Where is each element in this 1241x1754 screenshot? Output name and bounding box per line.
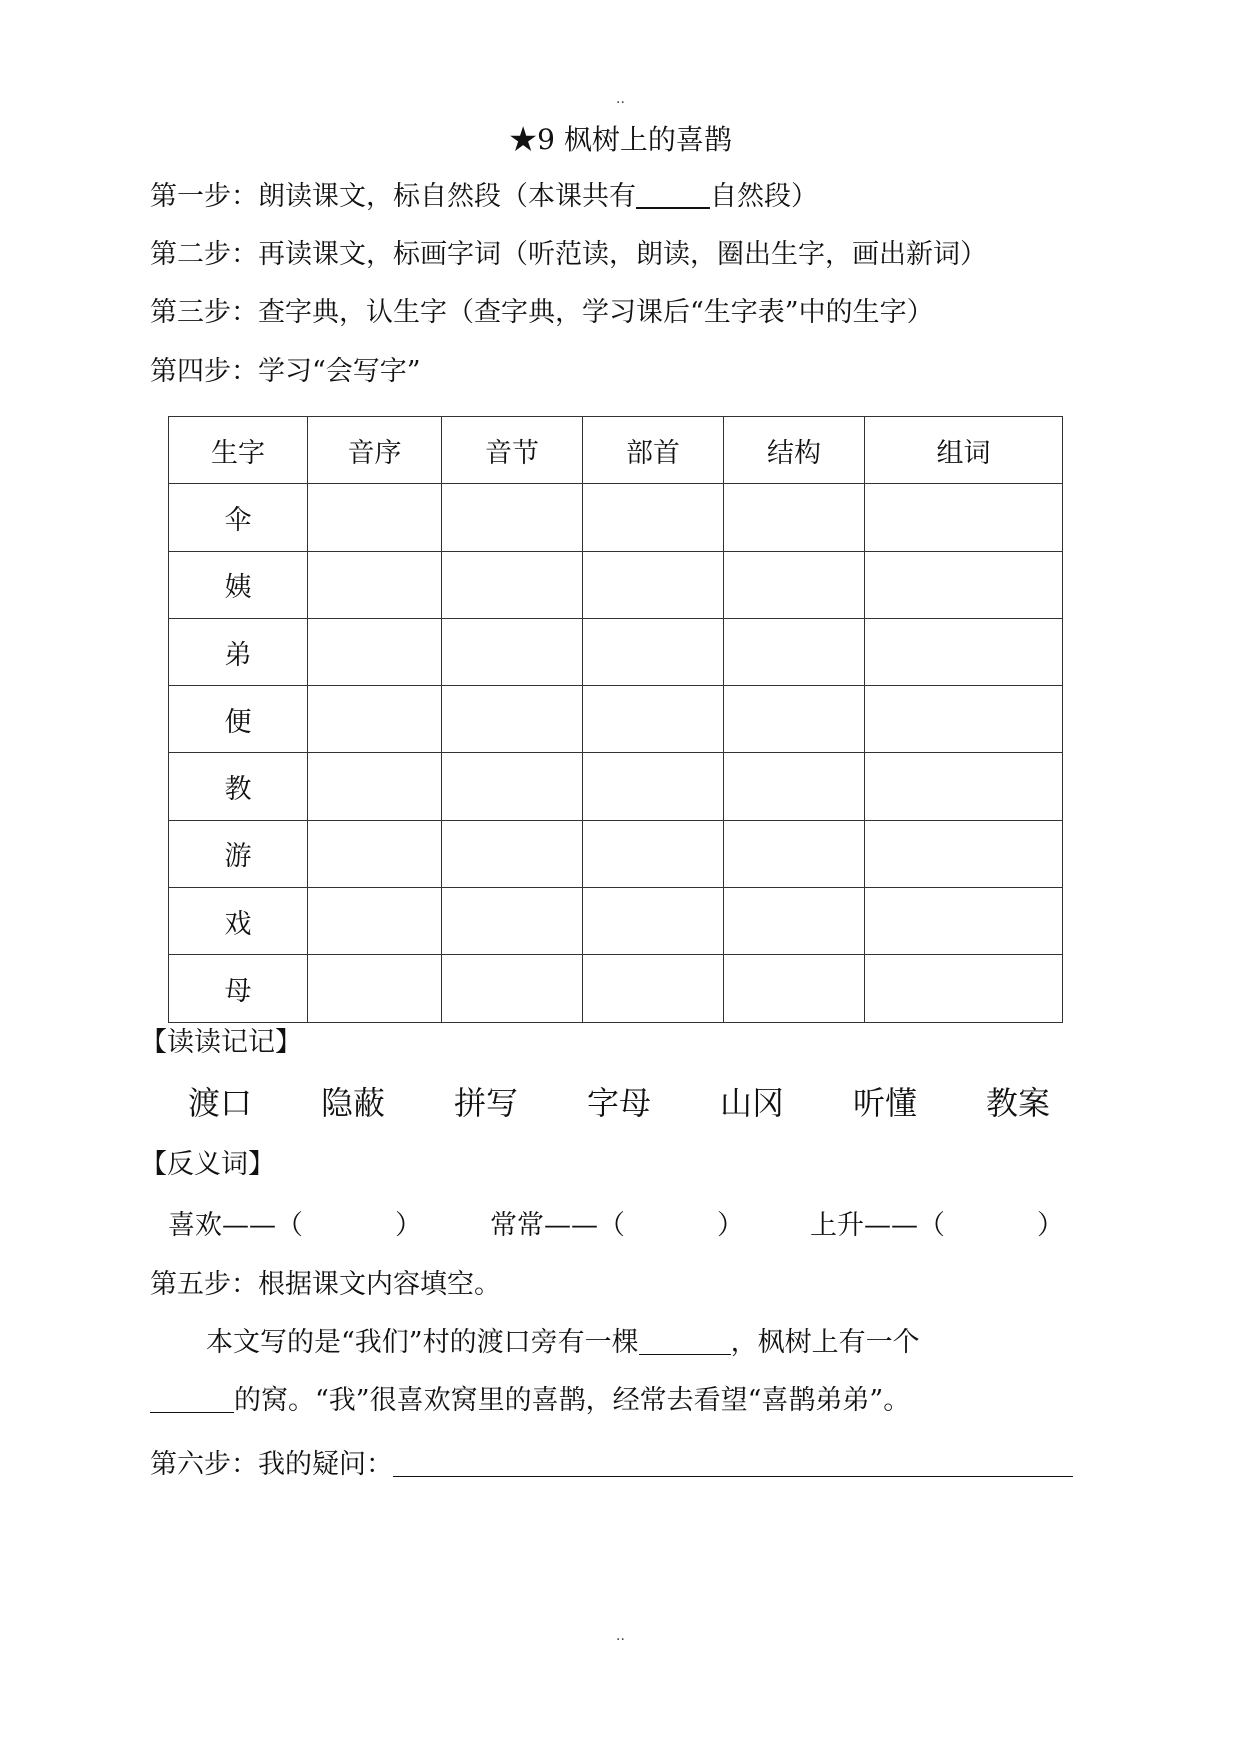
answer-cell[interactable] [308, 484, 442, 551]
page-title: ★9 枫树上的喜鹊 [509, 123, 732, 156]
tree-blank[interactable] [639, 1328, 731, 1355]
answer-cell[interactable] [865, 686, 1063, 753]
answer-cell[interactable] [865, 484, 1063, 551]
answer-cell[interactable] [724, 551, 865, 618]
character-cell: 弟 [169, 618, 308, 685]
table-row [169, 753, 1063, 820]
header-cell: 生字 [169, 417, 308, 484]
answer-cell[interactable] [583, 484, 724, 551]
answer-cell[interactable] [308, 753, 442, 820]
answer-cell[interactable] [442, 484, 583, 551]
answer-cell[interactable] [308, 888, 442, 955]
answer-cell[interactable] [724, 955, 865, 1022]
answer-cell[interactable] [442, 551, 583, 618]
table-row [169, 484, 1063, 551]
header-cell: 部首 [583, 417, 724, 484]
answer-cell[interactable] [442, 753, 583, 820]
character-cell: 教 [169, 753, 308, 820]
step-1-text: 第一步：朗读课文，标自然段（本课共有 [150, 181, 636, 212]
antonym-item [810, 1203, 1064, 1242]
character-cell: 游 [169, 820, 308, 887]
reading-word: 字母 [587, 1084, 652, 1122]
answer-cell[interactable] [308, 955, 442, 1022]
footer-mark: ·· [616, 1632, 625, 1648]
answer-cell[interactable] [442, 686, 583, 753]
table-row [169, 686, 1063, 753]
character-cell: 戏 [169, 888, 308, 955]
answer-cell[interactable] [442, 955, 583, 1022]
table-row [169, 955, 1063, 1022]
answer-cell[interactable] [724, 618, 865, 685]
answer-cell[interactable] [724, 686, 865, 753]
step-4: 第四步：学习“会写字” [150, 356, 421, 387]
answer-cell[interactable] [724, 753, 865, 820]
answer-cell[interactable] [442, 888, 583, 955]
answer-cell[interactable] [583, 551, 724, 618]
antonym-close: ） [395, 1210, 422, 1241]
header-cell: 组词 [865, 417, 1063, 484]
nest-blank[interactable] [150, 1386, 234, 1413]
antonym-item [490, 1203, 744, 1242]
answer-cell[interactable] [308, 551, 442, 618]
answer-cell[interactable] [308, 686, 442, 753]
step-6 [150, 1442, 1073, 1481]
fill-line-2 [150, 1378, 910, 1417]
header-cell: 结构 [724, 417, 865, 484]
question-blank[interactable] [393, 1450, 1073, 1477]
fill-line-1 [206, 1320, 920, 1359]
fill-text: ，枫树上有一个 [730, 1327, 920, 1358]
antonym-label: 上升——（ [810, 1210, 945, 1241]
reading-word: 渡口 [188, 1084, 253, 1122]
antonym-label: 常常——（ [490, 1210, 625, 1241]
answer-cell[interactable] [724, 888, 865, 955]
answer-cell[interactable] [865, 551, 1063, 618]
answer-cell[interactable] [865, 820, 1063, 887]
answer-cell[interactable] [442, 820, 583, 887]
character-table [168, 416, 1063, 1023]
answer-cell[interactable] [583, 955, 724, 1022]
reading-word: 隐蔽 [321, 1084, 386, 1122]
reading-word: 听懂 [853, 1084, 918, 1122]
paragraph-count-blank[interactable] [636, 181, 710, 209]
answer-cell[interactable] [865, 955, 1063, 1022]
antonym-close: ） [717, 1210, 744, 1241]
table-row [169, 618, 1063, 685]
answer-cell[interactable] [308, 618, 442, 685]
answer-cell[interactable] [865, 888, 1063, 955]
antonym-close: ） [1037, 1210, 1064, 1241]
answer-cell[interactable] [724, 484, 865, 551]
reading-heading: 【读读记记】 [140, 1027, 302, 1058]
step-3: 第三步：查字典，认生字（查字典，学习课后“生字表”中的生字） [150, 297, 934, 328]
answer-cell[interactable] [583, 820, 724, 887]
character-cell: 便 [169, 686, 308, 753]
step-1 [150, 174, 818, 213]
reading-word: 教案 [986, 1084, 1051, 1122]
reading-word: 山冈 [720, 1084, 785, 1122]
answer-cell[interactable] [583, 618, 724, 685]
step-1-suffix: 自然段） [710, 181, 818, 212]
fill-text: 本文写的是“我们”村的渡口旁有一棵 [206, 1327, 639, 1358]
header-cell: 音节 [442, 417, 583, 484]
answer-cell[interactable] [865, 618, 1063, 685]
header-mark: ·· [616, 95, 625, 111]
answer-cell[interactable] [583, 753, 724, 820]
answer-cell[interactable] [865, 753, 1063, 820]
table-row [169, 551, 1063, 618]
character-cell: 姨 [169, 551, 308, 618]
table-row [169, 888, 1063, 955]
table-header-row [169, 417, 1063, 484]
step-6-text: 第六步：我的疑问： [150, 1449, 393, 1480]
answer-cell[interactable] [583, 888, 724, 955]
fill-text: 的窝。“我”很喜欢窝里的喜鹊，经常去看望“喜鹊弟弟”。 [234, 1385, 911, 1416]
answer-cell[interactable] [442, 618, 583, 685]
antonym-heading: 【反义词】 [140, 1149, 275, 1180]
answer-cell[interactable] [583, 686, 724, 753]
antonym-label: 喜欢——（ [168, 1210, 303, 1241]
character-cell: 伞 [169, 484, 308, 551]
antonym-item [168, 1203, 422, 1242]
table-row [169, 820, 1063, 887]
header-cell: 音序 [308, 417, 442, 484]
answer-cell[interactable] [308, 820, 442, 887]
answer-cell[interactable] [724, 820, 865, 887]
reading-word: 拼写 [454, 1084, 519, 1122]
character-cell: 母 [169, 955, 308, 1022]
step-5: 第五步：根据课文内容填空。 [150, 1269, 501, 1300]
step-2: 第二步：再读课文，标画字词（听范读，朗读，圈出生字，画出新词） [150, 239, 987, 270]
